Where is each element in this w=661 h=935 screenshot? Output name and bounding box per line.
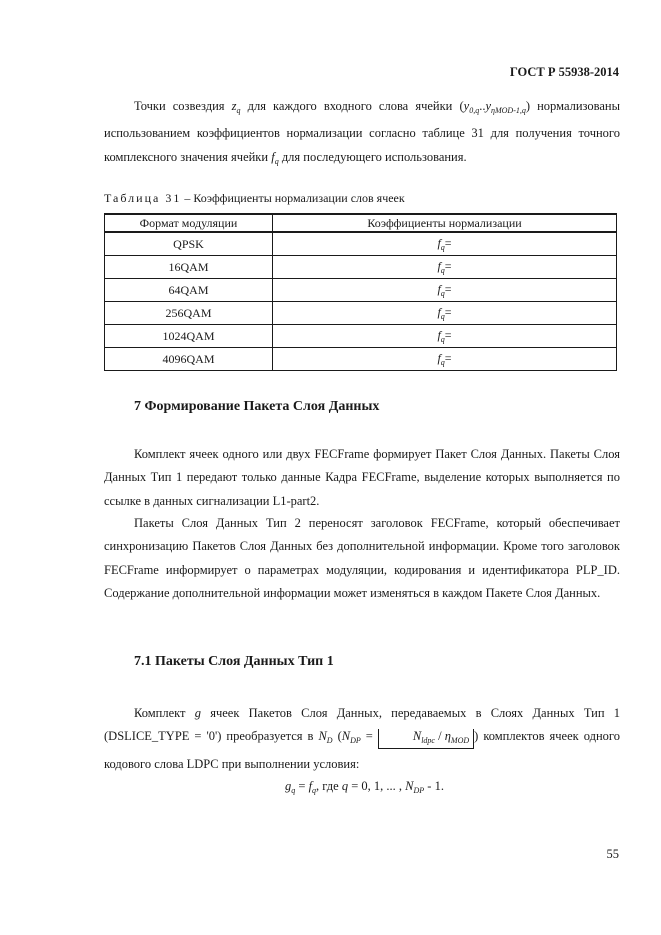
table-row (105, 348, 617, 371)
normalization-table (104, 213, 617, 371)
format-cell: 256QAM (105, 302, 273, 325)
section-7-heading: 7 Формирование Пакета Слоя Данных (134, 399, 380, 414)
format-cell: 16QAM (105, 256, 273, 279)
coefficient-cell: $f_q=$ (273, 256, 617, 279)
coefficient-cell: $f_q=$ (273, 302, 617, 325)
mapping-formula: $g_q = f_q$, где q = 0, 1, ... , $N_{DP} - 1$. (285, 779, 444, 795)
floor-bracket: $N_{ldpc} / \eta_{MOD}$ (378, 729, 474, 749)
section-7-1-paragraph: Комплект g ячеек Пакетов Слоя Данных, передаваемых в Слоях Данных Тип 1 (DSLICE_TYPE = '0') преобразуется в $N_D$ ($N_{DP} = N_{ldpc} / \eta_{MOD}$ ) комплектов ячеек одного кодового слова LDPC при выполнении условия: (104, 706, 621, 771)
coefficient-cell: $f_q=$ (273, 348, 617, 371)
table-header-row (105, 214, 617, 232)
coefficient-cell: $f_q=$ (273, 232, 617, 256)
table-row (105, 232, 617, 256)
table-row (105, 256, 617, 279)
format-cell: 1024QAM (105, 325, 273, 348)
coefficient-cell: $f_q=$ (273, 325, 617, 348)
format-cell: 64QAM (105, 279, 273, 302)
table-caption: Таблица 31 – Коэффициенты нормализации слов ячеек (104, 191, 405, 205)
table-row (105, 325, 617, 348)
format-cell: 4096QAM (105, 348, 273, 371)
section-7-paragraph-1: Комплект ячеек одного или двух FECFrame формирует Пакет Слоя Данных. Пакеты Слоя Данных Тип 1 передают только данные Кадра FECFrame, выделение которых выполняется по ссылке в данных сигнализации L1-part2. (104, 447, 620, 508)
coefficient-cell: $f_q=$ (273, 279, 617, 302)
column-header-coefficients: Коэффициенты нормализации (273, 214, 617, 232)
page-number: 55 (606, 847, 619, 861)
section-7-1-heading: 7.1 Пакеты Слоя Данных Тип 1 (134, 654, 334, 669)
intro-paragraph: Точки созвездия $z_q$ для каждого входного слова ячейки $(y_{0,q}..y_{\eta MOD-1,q})$ нормализованы использованием коэффициентов нормализации согласно таблице 31 для получения точного комплексного значения ячейки $f_q$ для последующего использования. (104, 99, 621, 166)
column-header-format: Формат модуляции (105, 214, 273, 232)
section-7-paragraph-2: Пакеты Слоя Данных Тип 2 переносят заголовок FECFrame, который обеспечивает синхронизацию Пакетов Слоя Данных без дополнительной информации. Кроме того заголовок FECFrame информирует о параметрах модуляции, кодирования и идентификатора PLP_ID. Содержание дополнительной информации может изменяться в каждом Пакете Слоя Данных. (104, 516, 620, 600)
format-cell: QPSK (105, 232, 273, 256)
document-header: ГОСТ Р 55938-2014 (509, 65, 619, 79)
table-row (105, 302, 617, 325)
table-row (105, 279, 617, 302)
